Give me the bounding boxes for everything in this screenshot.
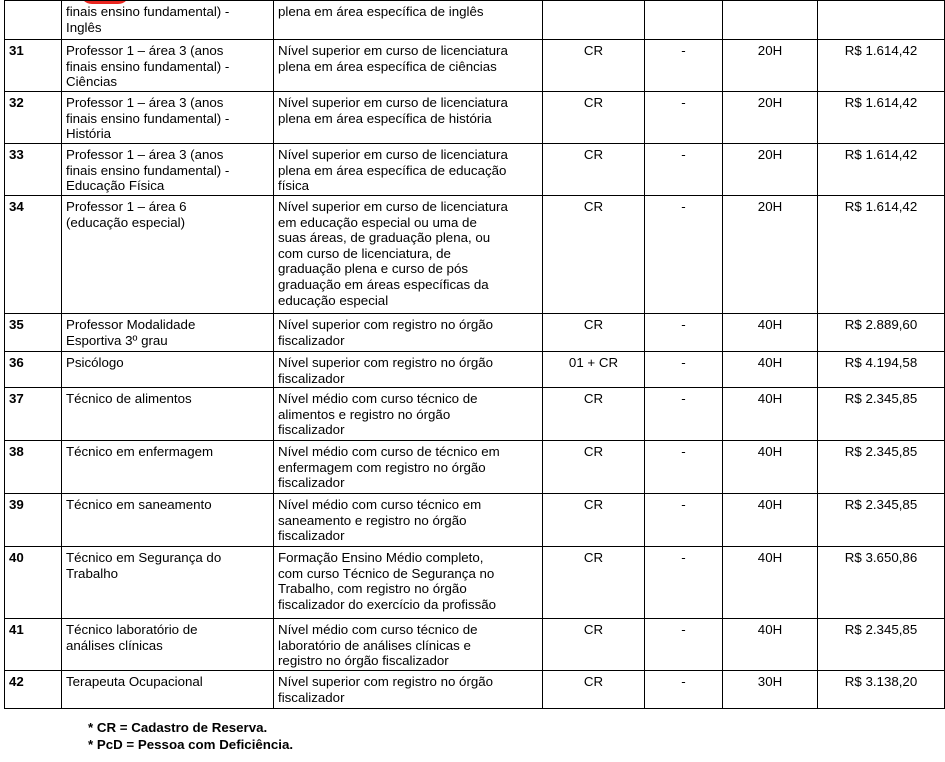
requirements bbox=[274, 619, 543, 671]
requirements-line: fiscalizador bbox=[278, 422, 345, 438]
requirements-line: fiscalizador do exercício da profissão bbox=[278, 596, 497, 612]
job-title bbox=[62, 388, 274, 441]
job-title-line: finais ensino fundamental) - bbox=[66, 110, 230, 126]
requirements-line: fiscalizador bbox=[278, 475, 345, 491]
vacancies: CR bbox=[543, 547, 645, 619]
job-title-line: Trabalho bbox=[66, 565, 118, 581]
requirements-line: Formação Ensino Médio completo, bbox=[278, 550, 484, 566]
salary: R$ 1.614,42 bbox=[818, 40, 945, 92]
table-row bbox=[5, 441, 945, 494]
requirements-line: com curso Técnico de Segurança no bbox=[278, 565, 495, 581]
requirements-line: Nível médio com curso técnico de bbox=[278, 391, 478, 407]
workload: 20H bbox=[723, 196, 818, 314]
requirements-line: Trabalho, com registro no órgão bbox=[278, 581, 467, 597]
pcd-vacancies bbox=[645, 1, 723, 40]
workload bbox=[723, 1, 818, 40]
requirements bbox=[274, 352, 543, 388]
row-number: 31 bbox=[5, 40, 62, 92]
requirements bbox=[274, 40, 543, 92]
salary: R$ 2.345,85 bbox=[818, 619, 945, 671]
pcd-vacancies: - bbox=[645, 40, 723, 92]
row-number bbox=[5, 1, 62, 40]
requirements bbox=[274, 441, 543, 494]
workload: 20H bbox=[723, 40, 818, 92]
row-number: 39 bbox=[5, 494, 62, 547]
footnotes bbox=[88, 719, 293, 753]
requirements-line: Nível superior em curso de licenciatura bbox=[278, 147, 508, 162]
job-title-line: Professor 1 – área 3 (anos bbox=[66, 43, 224, 58]
pcd-vacancies: - bbox=[645, 671, 723, 709]
row-number: 35 bbox=[5, 314, 62, 352]
table-row bbox=[5, 494, 945, 547]
requirements bbox=[274, 314, 543, 352]
requirements bbox=[274, 92, 543, 144]
salary bbox=[818, 1, 945, 40]
pcd-vacancies: - bbox=[645, 619, 723, 671]
vacancies: CR bbox=[543, 441, 645, 494]
requirements-line: fiscalizador bbox=[278, 332, 345, 348]
requirements-line: saneamento e registro no órgão bbox=[278, 512, 467, 528]
job-title-line: análises clínicas bbox=[66, 637, 163, 653]
vacancies: CR bbox=[543, 671, 645, 709]
requirements-line: em educação especial ou uma de bbox=[278, 214, 477, 230]
job-title-line: Professor Modalidade bbox=[66, 317, 196, 332]
workload: 40H bbox=[723, 314, 818, 352]
row-number: 38 bbox=[5, 441, 62, 494]
pcd-vacancies: - bbox=[645, 494, 723, 547]
job-positions-table bbox=[4, 0, 945, 709]
job-title bbox=[62, 1, 274, 40]
requirements-line: Nível superior em curso de licenciatura bbox=[278, 95, 508, 110]
pcd-vacancies: - bbox=[645, 196, 723, 314]
requirements bbox=[274, 144, 543, 196]
requirements-line: plena em área específica de ciências bbox=[278, 58, 497, 74]
requirements bbox=[274, 547, 543, 619]
job-title bbox=[62, 352, 274, 388]
job-title-line: Inglês bbox=[66, 19, 102, 35]
salary: R$ 2.345,85 bbox=[818, 441, 945, 494]
footnote-pcd: * PcD = Pessoa com Deficiência. bbox=[88, 737, 294, 752]
job-title-line: Esportiva 3º grau bbox=[66, 332, 168, 348]
workload: 40H bbox=[723, 619, 818, 671]
requirements-line: Nível médio com curso técnico de bbox=[278, 622, 478, 638]
job-title bbox=[62, 196, 274, 314]
workload: 30H bbox=[723, 671, 818, 709]
vacancies bbox=[543, 1, 645, 40]
table-row bbox=[5, 388, 945, 441]
vacancies: CR bbox=[543, 40, 645, 92]
job-title bbox=[62, 547, 274, 619]
requirements-line: laboratório de análises clínicas e bbox=[278, 637, 471, 653]
row-number: 32 bbox=[5, 92, 62, 144]
requirements-line: alimentos e registro no órgão bbox=[278, 406, 451, 422]
pcd-vacancies: - bbox=[645, 352, 723, 388]
job-title bbox=[62, 314, 274, 352]
salary: R$ 1.614,42 bbox=[818, 196, 945, 314]
job-title bbox=[62, 619, 274, 671]
requirements-line: física bbox=[278, 178, 310, 194]
requirements-line: Nível superior em curso de licenciatura bbox=[278, 43, 508, 58]
job-title-line: Técnico em enfermagem bbox=[66, 444, 214, 460]
job-title-line: História bbox=[66, 126, 112, 142]
workload: 20H bbox=[723, 144, 818, 196]
job-title-line: Técnico de alimentos bbox=[66, 391, 192, 407]
requirements bbox=[274, 671, 543, 709]
salary: R$ 1.614,42 bbox=[818, 144, 945, 196]
requirements-line: fiscalizador bbox=[278, 370, 345, 386]
table-row bbox=[5, 196, 945, 314]
table-row bbox=[5, 547, 945, 619]
row-number: 37 bbox=[5, 388, 62, 441]
workload: 40H bbox=[723, 494, 818, 547]
footnote-cr: * CR = Cadastro de Reserva. bbox=[88, 720, 268, 735]
row-number: 40 bbox=[5, 547, 62, 619]
pcd-vacancies: - bbox=[645, 441, 723, 494]
requirements bbox=[274, 494, 543, 547]
requirements-line: fiscalizador bbox=[278, 689, 345, 705]
job-title-line: finais ensino fundamental) - bbox=[66, 4, 230, 19]
job-title bbox=[62, 494, 274, 547]
requirements-line: Nível superior com registro no órgão bbox=[278, 355, 494, 370]
vacancies: 01 + CR bbox=[543, 352, 645, 388]
pcd-vacancies: - bbox=[645, 314, 723, 352]
job-title-line: Educação Física bbox=[66, 178, 165, 194]
salary: R$ 3.650,86 bbox=[818, 547, 945, 619]
requirements-line: com curso de licenciatura, de bbox=[278, 245, 451, 261]
salary: R$ 2.345,85 bbox=[818, 494, 945, 547]
requirements-line: Nível superior em curso de licenciatura bbox=[278, 199, 508, 214]
vacancies: CR bbox=[543, 314, 645, 352]
vacancies: CR bbox=[543, 196, 645, 314]
requirements-line: enfermagem com registro no órgão bbox=[278, 459, 486, 475]
job-title bbox=[62, 144, 274, 196]
requirements-line: fiscalizador bbox=[278, 528, 345, 544]
requirements-line: plena em área específica de educação bbox=[278, 162, 507, 178]
vacancies: CR bbox=[543, 619, 645, 671]
salary: R$ 2.345,85 bbox=[818, 388, 945, 441]
job-title-line: (educação especial) bbox=[66, 214, 186, 230]
requirements-line: Nível médio com curso de técnico em bbox=[278, 444, 500, 460]
requirements-line: Nível superior com registro no órgão bbox=[278, 674, 494, 690]
requirements-line: registro no órgão fiscalizador bbox=[278, 653, 449, 669]
table-row bbox=[5, 352, 945, 388]
table-row bbox=[5, 40, 945, 92]
table-row bbox=[5, 1, 945, 40]
job-title bbox=[62, 92, 274, 144]
workload: 40H bbox=[723, 547, 818, 619]
job-title bbox=[62, 671, 274, 709]
table-row bbox=[5, 144, 945, 196]
table-row bbox=[5, 671, 945, 709]
workload: 40H bbox=[723, 388, 818, 441]
job-title-line: Técnico em saneamento bbox=[66, 497, 212, 513]
job-title-line: Técnico laboratório de bbox=[66, 622, 198, 638]
vacancies: CR bbox=[543, 92, 645, 144]
requirements-line: Nível médio com curso técnico em bbox=[278, 497, 482, 513]
salary: R$ 1.614,42 bbox=[818, 92, 945, 144]
row-number: 34 bbox=[5, 196, 62, 314]
job-title-line: finais ensino fundamental) - bbox=[66, 162, 230, 178]
pcd-vacancies: - bbox=[645, 547, 723, 619]
table-row bbox=[5, 92, 945, 144]
table-row bbox=[5, 619, 945, 671]
requirements-line: plena em área específica de história bbox=[278, 110, 492, 126]
job-title-line: Professor 1 – área 3 (anos bbox=[66, 147, 224, 162]
job-title-line: Técnico em Segurança do bbox=[66, 550, 222, 566]
requirements-line: plena em área específica de inglês bbox=[278, 4, 484, 19]
requirements-line: suas áreas, de graduação plena, ou bbox=[278, 230, 491, 246]
job-title bbox=[62, 441, 274, 494]
requirements bbox=[274, 1, 543, 40]
pcd-vacancies: - bbox=[645, 144, 723, 196]
workload: 40H bbox=[723, 352, 818, 388]
job-title-line: Professor 1 – área 3 (anos bbox=[66, 95, 224, 110]
salary: R$ 2.889,60 bbox=[818, 314, 945, 352]
job-title-line: Ciências bbox=[66, 74, 117, 90]
salary: R$ 4.194,58 bbox=[818, 352, 945, 388]
job-title-line: Professor 1 – área 6 bbox=[66, 199, 187, 214]
requirements-line: educação especial bbox=[278, 292, 389, 308]
vacancies: CR bbox=[543, 388, 645, 441]
row-number: 41 bbox=[5, 619, 62, 671]
job-title-line: finais ensino fundamental) - bbox=[66, 58, 230, 74]
row-number: 36 bbox=[5, 352, 62, 388]
requirements-line: Nível superior com registro no órgão bbox=[278, 317, 494, 332]
pcd-vacancies: - bbox=[645, 388, 723, 441]
row-number: 33 bbox=[5, 144, 62, 196]
vacancies: CR bbox=[543, 144, 645, 196]
row-number: 42 bbox=[5, 671, 62, 709]
job-title-line: Terapeuta Ocupacional bbox=[66, 674, 203, 690]
requirements-line: graduação em áreas específicas da bbox=[278, 276, 489, 292]
requirements bbox=[274, 196, 543, 314]
salary: R$ 3.138,20 bbox=[818, 671, 945, 709]
requirements-line: graduação plena e curso de pós bbox=[278, 261, 468, 277]
vacancies: CR bbox=[543, 494, 645, 547]
pcd-vacancies: - bbox=[645, 92, 723, 144]
workload: 40H bbox=[723, 441, 818, 494]
job-title bbox=[62, 40, 274, 92]
job-title-line: Psicólogo bbox=[66, 355, 124, 370]
requirements bbox=[274, 388, 543, 441]
workload: 20H bbox=[723, 92, 818, 144]
table-row bbox=[5, 314, 945, 352]
